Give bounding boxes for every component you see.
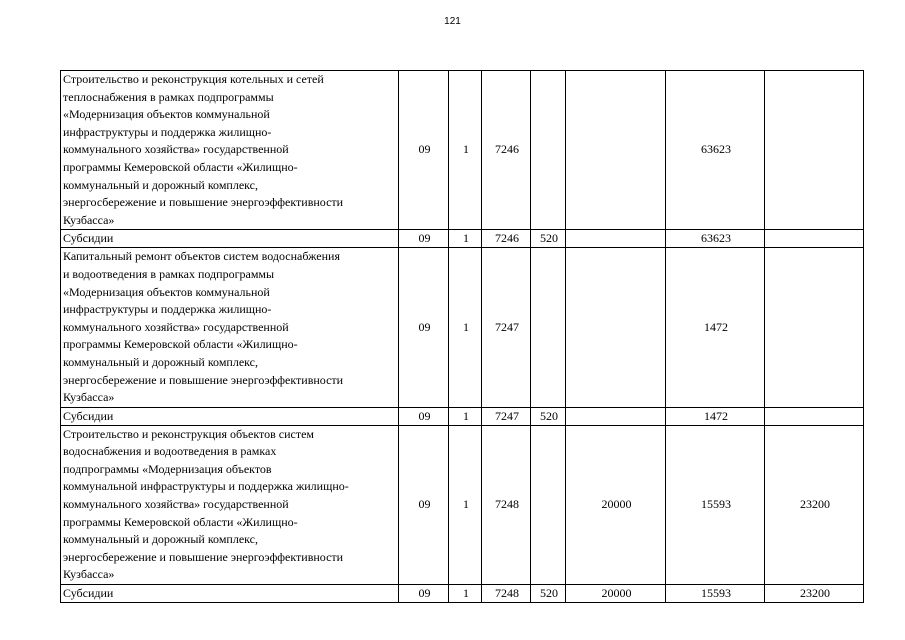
row-name: Субсидии (61, 407, 399, 425)
amount-year-1 (566, 71, 666, 230)
expense-type-code (531, 71, 566, 230)
table-row (61, 71, 864, 230)
amount-year-1: 20000 (566, 425, 666, 584)
table-row (61, 585, 864, 603)
table-row (61, 425, 864, 584)
row-name: Субсидии (61, 230, 399, 248)
subsection-code: 1 (449, 248, 482, 407)
amount-year-2: 63623 (666, 71, 765, 230)
section-code: 09 (399, 248, 449, 407)
amount-year-3 (765, 230, 864, 248)
expense-type-code (531, 425, 566, 584)
expense-type-code: 520 (531, 230, 566, 248)
subsection-code: 1 (449, 425, 482, 584)
section-code: 09 (399, 71, 449, 230)
amount-year-1 (566, 407, 666, 425)
row-name: Субсидии (61, 585, 399, 603)
amount-year-2: 1472 (666, 407, 765, 425)
section-code: 09 (399, 425, 449, 584)
subsection-code: 1 (449, 585, 482, 603)
amount-year-1 (566, 248, 666, 407)
page-number: 121 (444, 16, 461, 27)
amount-year-3 (765, 71, 864, 230)
expense-type-code (531, 248, 566, 407)
subsection-code: 1 (449, 71, 482, 230)
subsection-code: 1 (449, 407, 482, 425)
target-article-code: 7247 (482, 407, 531, 425)
target-article-code: 7248 (482, 425, 531, 584)
row-name: Строительство и реконструкция котельных и сетей теплоснабжения в рамках подпрограммы «Модернизация объектов коммунальной инфраструктуры и поддержка жилищно- коммунального хозяйства» государственной программы Кемеровской области «Жилищно- коммунальный и дорожный комплекс, энергосбережение и повышение энергоэффективности Кузбасса» (61, 71, 399, 230)
amount-year-1 (566, 230, 666, 248)
table-row (61, 248, 864, 407)
subsection-code: 1 (449, 230, 482, 248)
expense-type-code: 520 (531, 407, 566, 425)
target-article-code: 7247 (482, 248, 531, 407)
amount-year-3: 23200 (765, 585, 864, 603)
amount-year-3: 23200 (765, 425, 864, 584)
row-name: Капитальный ремонт объектов систем водоснабжения и водоотведения в рамках подпрограммы «Модернизация объектов коммунальной инфраструктуры и поддержка жилищно- коммунального хозяйства» государственной программы Кемеровской области «Жилищно- коммунальный и дорожный комплекс, энергосбережение и повышение энергоэффективности Кузбасса» (61, 248, 399, 407)
expense-type-code: 520 (531, 585, 566, 603)
amount-year-2: 15593 (666, 425, 765, 584)
target-article-code: 7246 (482, 230, 531, 248)
amount-year-1: 20000 (566, 585, 666, 603)
amount-year-3 (765, 248, 864, 407)
section-code: 09 (399, 230, 449, 248)
section-code: 09 (399, 585, 449, 603)
table-row (61, 230, 864, 248)
target-article-code: 7246 (482, 71, 531, 230)
amount-year-3 (765, 407, 864, 425)
target-article-code: 7248 (482, 585, 531, 603)
amount-year-2: 63623 (666, 230, 765, 248)
budget-table (60, 70, 864, 603)
row-name: Строительство и реконструкция объектов систем водоснабжения и водоотведения в рамках подпрограммы «Модернизация объектов коммунальной инфраструктуры и поддержка жилищно- коммунального хозяйства» государственной программы Кемеровской области «Жилищно- коммунальный и дорожный комплекс, энергосбережение и повышение энергоэффективности Кузбасса» (61, 425, 399, 584)
section-code: 09 (399, 407, 449, 425)
amount-year-2: 15593 (666, 585, 765, 603)
table-row (61, 407, 864, 425)
amount-year-2: 1472 (666, 248, 765, 407)
